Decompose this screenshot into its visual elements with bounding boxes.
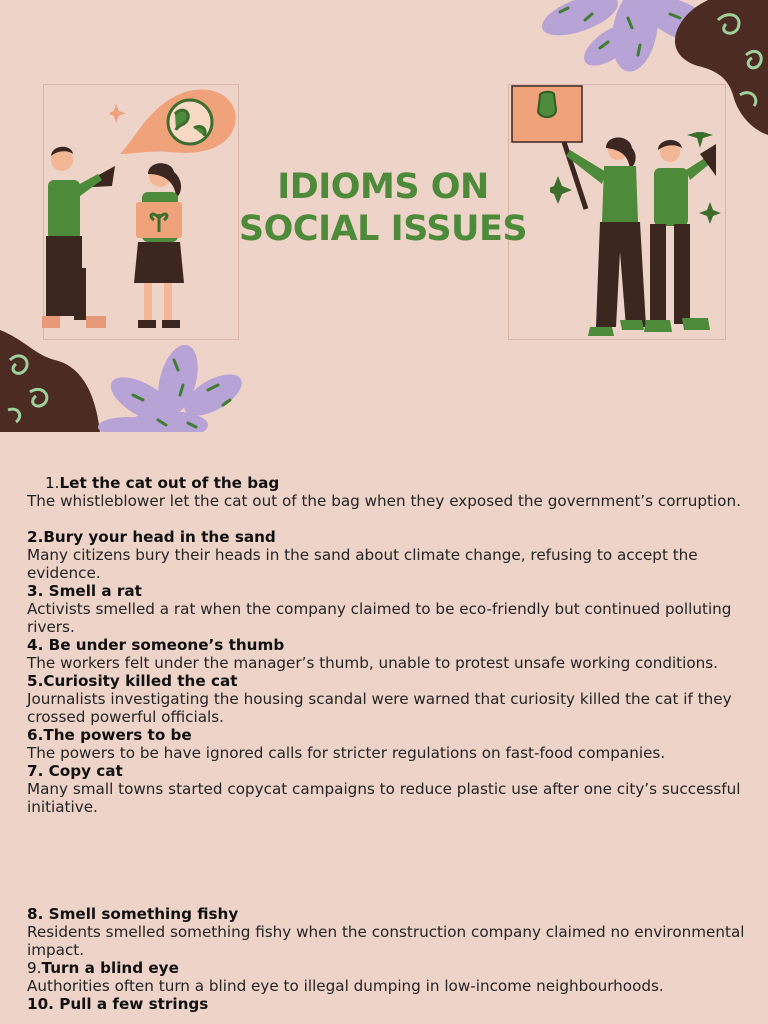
idiom-example: Many small towns started copycat campaigns to reduce plastic use after one city’s successful initiative. <box>27 780 741 816</box>
list-item <box>27 672 762 726</box>
hero-banner <box>0 0 768 432</box>
list-item <box>27 905 762 959</box>
list-item <box>27 474 762 510</box>
idiom-example: Journalists investigating the housing scandal were warned that curiosity killed the cat if they crossed powerful officials. <box>27 690 732 726</box>
idiom-title: 4. Be under someone’s thumb <box>27 636 285 654</box>
idiom-list <box>27 474 762 1013</box>
list-item <box>27 528 762 582</box>
list-item <box>27 959 762 995</box>
idiom-example: The whistleblower let the cat out of the bag when they exposed the government’s corruption. <box>27 492 741 510</box>
megaphone-person-icon <box>40 138 130 338</box>
idiom-title: 9.Turn a blind eye <box>27 959 179 977</box>
idiom-title: 3. Smell a rat <box>27 582 142 600</box>
list-item <box>27 582 762 636</box>
idiom-example: Many citizens bury their heads in the sand about climate change, refusing to accept the evidence. <box>27 546 698 582</box>
spacer <box>27 816 762 905</box>
idiom-title: 10. Pull a few strings <box>27 995 209 1013</box>
protester-pair-icon <box>550 132 725 340</box>
idiom-title: 2.Bury your head in the sand <box>27 528 276 546</box>
idiom-title: 8. Smell something fishy <box>27 905 239 923</box>
person-holding-plant-sign-icon <box>124 158 194 333</box>
title-line-1: IDIOMS ON <box>277 167 489 207</box>
list-item <box>27 762 762 816</box>
lavender-leaf-icon <box>88 345 243 432</box>
idiom-title: 7. Copy cat <box>27 762 123 780</box>
idiom-example: The workers felt under the manager’s thumb, unable to protest unsafe working conditions. <box>27 654 719 672</box>
idiom-title: 6.The powers to be <box>27 726 192 744</box>
idiom-example: Activists smelled a rat when the company claimed to be eco-friendly but continued polluting rivers. <box>27 600 732 636</box>
idiom-title: 5.Curiosity killed the cat <box>27 672 238 690</box>
idiom-title: 1.Let the cat out of the bag <box>45 474 280 492</box>
idiom-example: Residents smelled something fishy when the construction company claimed no environmental impact. <box>27 923 745 959</box>
spacer <box>27 510 762 528</box>
idiom-example: Authorities often turn a blind eye to illegal dumping in low-income neighbourhoods. <box>27 977 664 995</box>
page-title <box>205 166 561 250</box>
list-item <box>27 636 762 672</box>
title-line-2: SOCIAL ISSUES <box>238 209 528 249</box>
list-item <box>27 726 762 762</box>
list-item <box>27 995 762 1013</box>
idiom-example: The powers to be have ignored calls for stricter regulations on fast-food companies. <box>27 744 666 762</box>
